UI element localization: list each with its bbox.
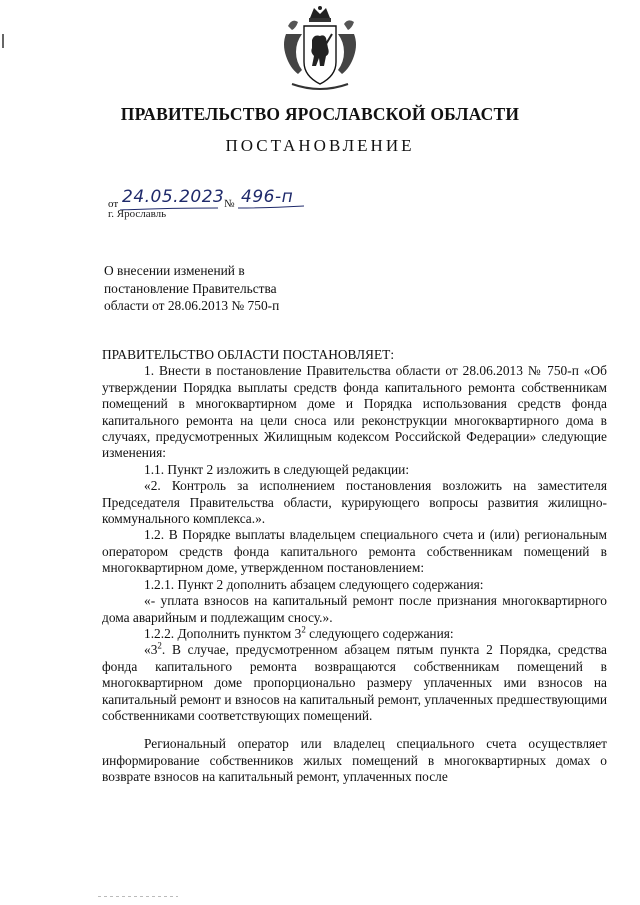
subject-line: постановление Правительства: [104, 280, 277, 296]
from-label: от: [108, 198, 119, 210]
paragraph: [102, 626, 607, 642]
paragraph: «2. Контроль за исполнением постановления возложить на заместителя Председателя Правительства области, курирующего вопросы развития жилищно-коммунального комплекса.».: [102, 478, 607, 527]
resolution-heading: ПРАВИТЕЛЬСТВО ОБЛАСТИ ПОСТАНОВЛЯЕТ:: [102, 347, 395, 362]
paragraph-text: «3: [144, 642, 158, 658]
doc-type-title: ПОСТАНОВЛЕНИЕ: [225, 136, 415, 155]
doc-date-handwritten: 24.05.2023: [122, 187, 225, 207]
subject-line: области от 28.06.2013 № 750-п: [104, 298, 280, 313]
city-label: г. Ярославль: [108, 208, 167, 220]
org-title: ПРАВИТЕЛЬСТВО ЯРОСЛАВСКОЙ ОБЛАСТИ: [120, 104, 520, 124]
document-body: [102, 347, 607, 786]
scan-margin-mark: [2, 34, 4, 48]
document-subject: [104, 262, 344, 315]
paragraph: 1.2.1. Пункт 2 дополнить абзацем следующего содержания:: [144, 576, 484, 592]
superscript: 2: [157, 640, 162, 651]
paragraph: 1. Внести в постановление Правительства области от 28.06.2013 № 750-п «Об утверждении Порядка выплаты средств фонда капитального ремонта собственникам помещений в многоквартирном доме и Порядка использования средств фонда капитального ремонта на цели сноса или реконструкции многоквартирного дома в случаях, предусмотренных Жилищным кодексом Российской Федерации» следующие изменения:: [102, 363, 607, 461]
scan-artifact: [98, 896, 178, 897]
coat-of-arms-icon: [274, 4, 366, 96]
paragraph-text: 1.2.2. Дополнить пунктом 3: [144, 625, 302, 641]
number-label: №: [224, 198, 235, 210]
paragraph: [102, 642, 607, 724]
paragraph: Региональный оператор или владелец специального счета осуществляет информирование собственников жилых помещений в многоквартирных домах о возврате взносов на капитальный ремонт, уплаченных после: [102, 736, 607, 785]
superscript: 2: [301, 624, 306, 635]
subject-line: О внесении изменений в: [104, 263, 245, 278]
paragraph: 1.1. Пункт 2 изложить в следующей редакции:: [144, 461, 410, 477]
doc-number-handwritten: 496-п: [241, 187, 294, 207]
paragraph-text: . В случае, предусмотренном абзацем пятым пункта 2 Порядка, средства фонда капитального ремонта возвращаются собственникам помещений в многоквартирном доме пропорционально размеру уплаченных ими взносов на капитальный ремонт и взносов на капитальный ремонт, уплаченных предшествующими собственниками соответствующих помещений.: [102, 642, 607, 723]
paragraph-text: следующего содержания:: [305, 625, 454, 641]
paragraph: 1.2. В Порядке выплаты владельцем специального счета и (или) региональным оператором средств фонда капитального ремонта собственникам помещений в многоквартирном доме, утвержденном постановлением:: [102, 527, 607, 576]
paragraph: «- уплата взносов на капитальный ремонт после признания многоквартирного дома аварийным и подлежащим сносу.».: [102, 593, 607, 625]
